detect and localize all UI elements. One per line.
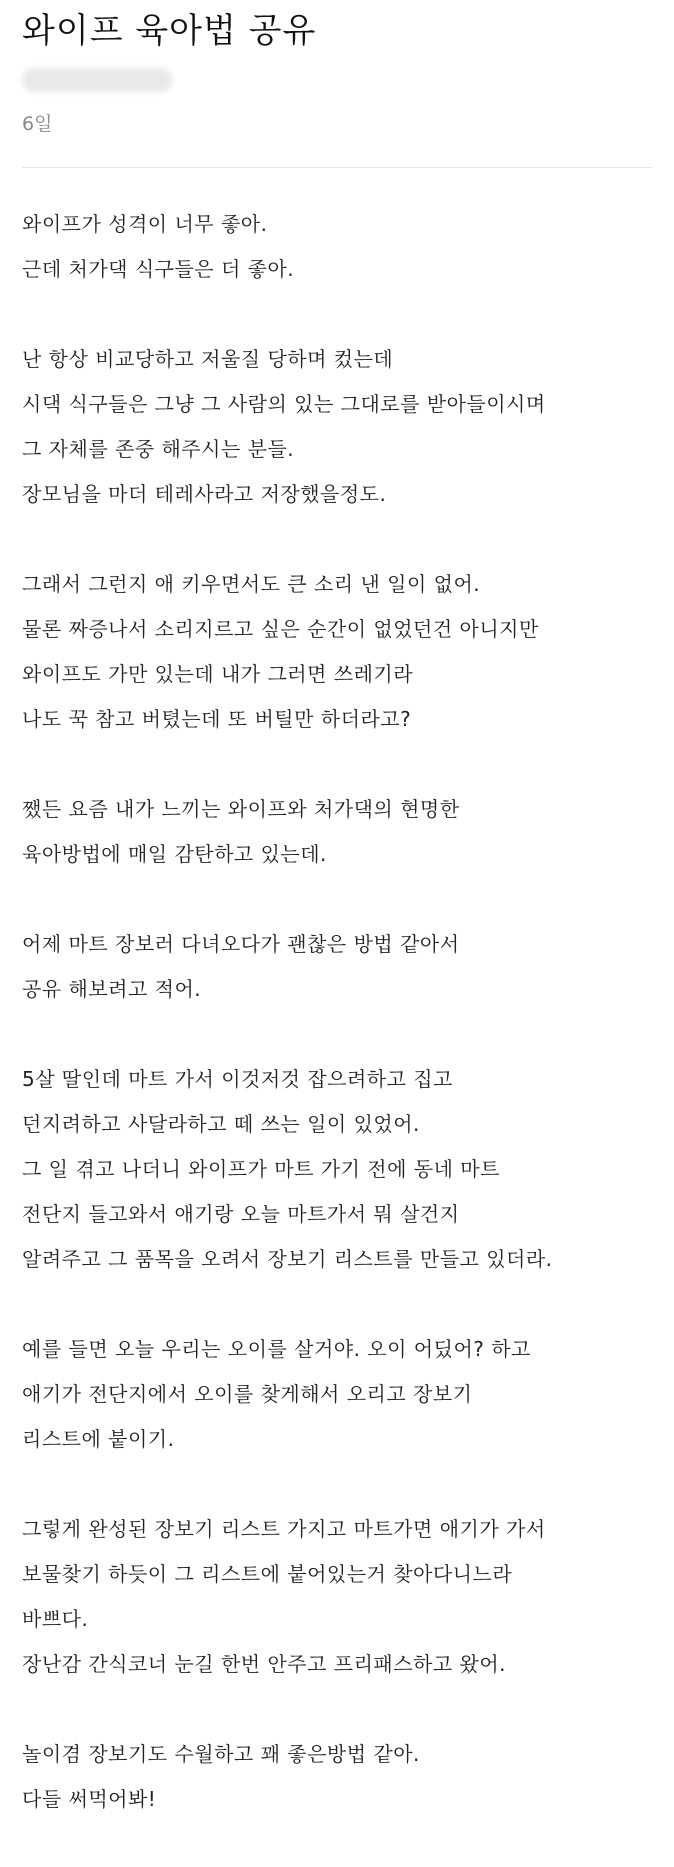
body-line: 그 자체를 존중 해주시는 분들. bbox=[22, 437, 295, 461]
body-line: 리스트에 붙이기. bbox=[22, 1427, 175, 1451]
body-paragraph bbox=[22, 787, 662, 877]
body-line: 근데 처가댁 식구들은 더 좋아. bbox=[22, 257, 295, 281]
post-body bbox=[22, 202, 662, 1867]
body-line: 어제 마트 장보러 다녀오다가 괜찮은 방법 같아서 bbox=[22, 932, 460, 956]
body-line: 쨌든 요즘 내가 느끼는 와이프와 처가댁의 현명한 bbox=[22, 797, 460, 821]
body-paragraph bbox=[22, 1327, 662, 1462]
body-line: 던지려하고 사달라하고 떼 쓰는 일이 있었어. bbox=[22, 1112, 420, 1136]
body-paragraph bbox=[22, 1057, 662, 1282]
body-line: 나도 꾹 참고 버텼는데 또 버틸만 하더라고? bbox=[22, 707, 412, 731]
body-line: 물론 짜증나서 소리지르고 싶은 순간이 없었던건 아니지만 bbox=[22, 617, 539, 641]
post-date: 6일 bbox=[22, 113, 53, 135]
body-paragraph bbox=[22, 922, 662, 1012]
body-paragraph bbox=[22, 1732, 662, 1822]
body-line: 육아방법에 매일 감탄하고 있는데. bbox=[22, 842, 327, 866]
body-paragraph bbox=[22, 337, 662, 517]
body-line: 장난감 간식코너 눈길 한번 안주고 프리패스하고 왔어. bbox=[22, 1652, 507, 1676]
body-line: 보물찾기 하듯이 그 리스트에 붙어있는거 찾아다니느라 bbox=[22, 1562, 513, 1586]
body-line: 바쁘다. bbox=[22, 1607, 89, 1631]
body-line: 공유 해보려고 적어. bbox=[22, 977, 202, 1001]
body-line: 그렇게 완성된 장보기 리스트 가지고 마트가면 애기가 가서 bbox=[22, 1517, 546, 1541]
post-title: 와이프 육아법 공유 bbox=[22, 11, 317, 51]
author-name-blurred[interactable] bbox=[22, 68, 172, 92]
body-paragraph bbox=[22, 1507, 662, 1687]
body-line: 알려주고 그 품목을 오려서 장보기 리스트를 만들고 있더라. bbox=[22, 1247, 553, 1271]
body-line: 와이프도 가만 있는데 내가 그러면 쓰레기라 bbox=[22, 662, 414, 686]
body-line: 애기가 전단지에서 오이를 찾게해서 오리고 장보기 bbox=[22, 1382, 473, 1406]
body-paragraph bbox=[22, 202, 662, 292]
body-line: 놀이겸 장보기도 수월하고 꽤 좋은방법 같아. bbox=[22, 1742, 420, 1766]
body-line: 그 일 겪고 나더니 와이프가 마트 가기 전에 동네 마트 bbox=[22, 1157, 500, 1181]
header-divider bbox=[22, 167, 652, 168]
body-line: 다들 써먹어봐! bbox=[22, 1787, 157, 1811]
body-line: 난 항상 비교당하고 저울질 당하며 컸는데 bbox=[22, 347, 394, 371]
body-line: 예를 들면 오늘 우리는 오이를 살거야. 오이 어딨어? 하고 bbox=[22, 1337, 531, 1361]
body-line: 와이프가 성격이 너무 좋아. bbox=[22, 212, 268, 236]
body-line: 5살 딸인데 마트 가서 이것저것 잡으려하고 집고 bbox=[22, 1067, 453, 1091]
body-line: 전단지 들고와서 애기랑 오늘 마트가서 뭐 살건지 bbox=[22, 1202, 460, 1226]
body-line: 시댁 식구들은 그냥 그 사람의 있는 그대로를 받아들이시며 bbox=[22, 392, 546, 416]
body-paragraph bbox=[22, 562, 662, 742]
body-line: 장모님을 마더 테레사라고 저장했을정도. bbox=[22, 482, 387, 506]
body-line: 그래서 그런지 애 키우면서도 큰 소리 낸 일이 없어. bbox=[22, 572, 481, 596]
